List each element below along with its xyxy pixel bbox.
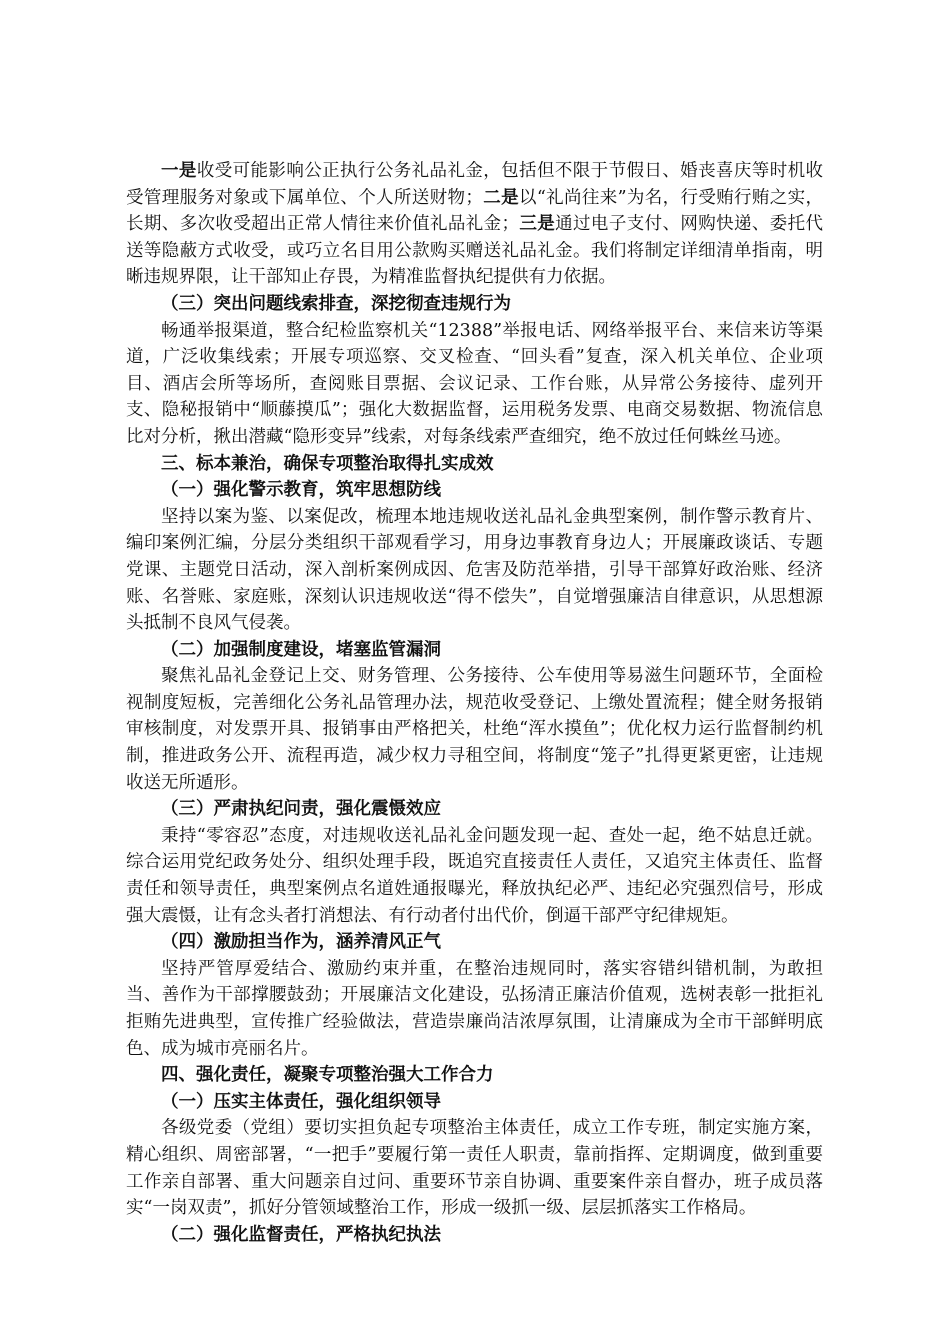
section-4-heading: 四、强化责任，凝聚专项整治强大工作合力: [161, 1065, 494, 1086]
document-page: [126, 158, 823, 1248]
section-3-heading: 三、标本兼治，确保专项整治取得扎实成效: [161, 453, 494, 474]
paragraph-3-2: 聚焦礼品礼金登记上交、财务管理、公务接待、公车使用等易滋生问题环节，全面检视制度短板，完善细化公务礼品管理办法，规范收受登记、上缴处置流程；健全财务报销审核制度，对发票开具、报销事由严格把关，杜绝“浑水摸鱼”；优化权力运行监督制约机制，推进政务公开、流程再造，减少权力寻租空间，将制度“笼子”扎得更紧更密，让违规收送无所遁形。: [126, 666, 823, 793]
subheading-2-3: （三）突出问题线索排查，深挖彻查违规行为: [161, 293, 511, 314]
paragraph-3-4: 坚持严管厚爱结合、激励约束并重，在整治违规同时，落实容错纠错机制，为敢担当、善作为干部撑腰鼓劲；开展廉洁文化建设，弘扬清正廉洁价值观，选树表彰一批拒礼拒贿先进典型，宣传推广经验做法，营造崇廉尚洁浓厚氛围，让清廉成为全市干部鲜明底色、成为城市亮丽名片。: [126, 958, 823, 1059]
point-one-label: 一是: [161, 161, 197, 181]
subheading-3-1: （一）强化警示教育，筑牢思想防线: [161, 480, 441, 501]
point-two-text: 以“礼尚往来”为名，行受贿行贿之实，长期、多次收受超出正常人情往来价值礼品礼金；: [126, 187, 824, 235]
subheading-3-3: （三）严肃执纪问责，强化震慑效应: [161, 799, 441, 820]
point-three-label: 三是: [519, 214, 556, 235]
point-two-label: 二是: [482, 187, 519, 208]
subheading-4-2: （二）强化监督责任，严格执纪执法: [161, 1224, 441, 1245]
subheading-4-1: （一）压实主体责任，强化组织领导: [161, 1091, 441, 1112]
point-three-text: 通过电子支付、网购快递、委托代送等隐蔽方式收受，或巧立名目用公款购买赠送礼品礼金。我们将制定详细清单指南，明晰违规界限，让干部知止存畏，为精准监督执纪提供有力依据。: [126, 214, 824, 288]
subheading-3-4: （四）激励担当作为，涵养清风正气: [161, 932, 441, 953]
paragraph-3-1: 坚持以案为鉴、以案促改，梳理本地违规收送礼品礼金典型案例，制作警示教育片、编印案例汇编，分层分类组织干部观看学习，用身边事教育身边人；开展廉政谈话、专题党课、主题党日活动，深入剖析案例成因、危害及防范举措，引导干部算好政治账、经济账、名誉账、家庭账，深刻认识违规收送“得不偿失”，自觉增强廉洁自律意识，从思想源头抵制不良风气侵袭。: [126, 506, 823, 634]
intro-paragraph: [126, 158, 823, 291]
point-one-text: 收受可能影响公正执行公务礼品礼金，包括但不限于节假日、婚丧喜庆等时机收受管理服务对象或下属单位、个人所送财物；: [126, 161, 824, 208]
paragraph-3-3: 秉持“零容忍”态度，对违规收送礼品礼金问题发现一起、查处一起，绝不姑息迁就。综合运用党纪政务处分、组织处理手段，既追究直接责任人责任，又追究主体责任、监督责任和领导责任，典型案例点名道姓通报曝光，释放执纪必严、违纪必究强烈信号，形成强大震慑，让有念头者打消想法、有行动者付出代价，倒逼干部严守纪律规矩。: [126, 825, 823, 926]
subheading-3-2: （二）加强制度建设，堵塞监管漏洞: [161, 639, 441, 660]
paragraph-4-1: 各级党委（党组）要切实担负起专项整治主体责任，成立工作专班，制定实施方案，精心组织、周密部署，“一把手”要履行第一责任人职责，靠前指挥、定期调度，做到重要工作亲自部署、重大问题亲自过问、重要环节亲自协调、重要案件亲自督办，班子成员落实“一岗双责”，抓好分管领域整治工作，形成一级抓一级、层层抓落实工作格局。: [126, 1118, 823, 1219]
paragraph-2-3: 畅通举报渠道，整合纪检监察机关“12388”举报电话、网络举报平台、来信来访等渠道，广泛收集线索；开展专项巡察、交叉检查、“回头看”复查，深入机关单位、企业项目、酒店会所等场所，查阅账目票据、会议记录、工作台账，从异常公务接待、虚列开支、隐秘报销中“顺藤摸瓜”；强化大数据监督，运用税务发票、电商交易数据、物流信息比对分析，揪出潜藏“隐形变异”线索，对每条线索严查细究，绝不放过任何蛛丝马迹。: [126, 320, 823, 447]
